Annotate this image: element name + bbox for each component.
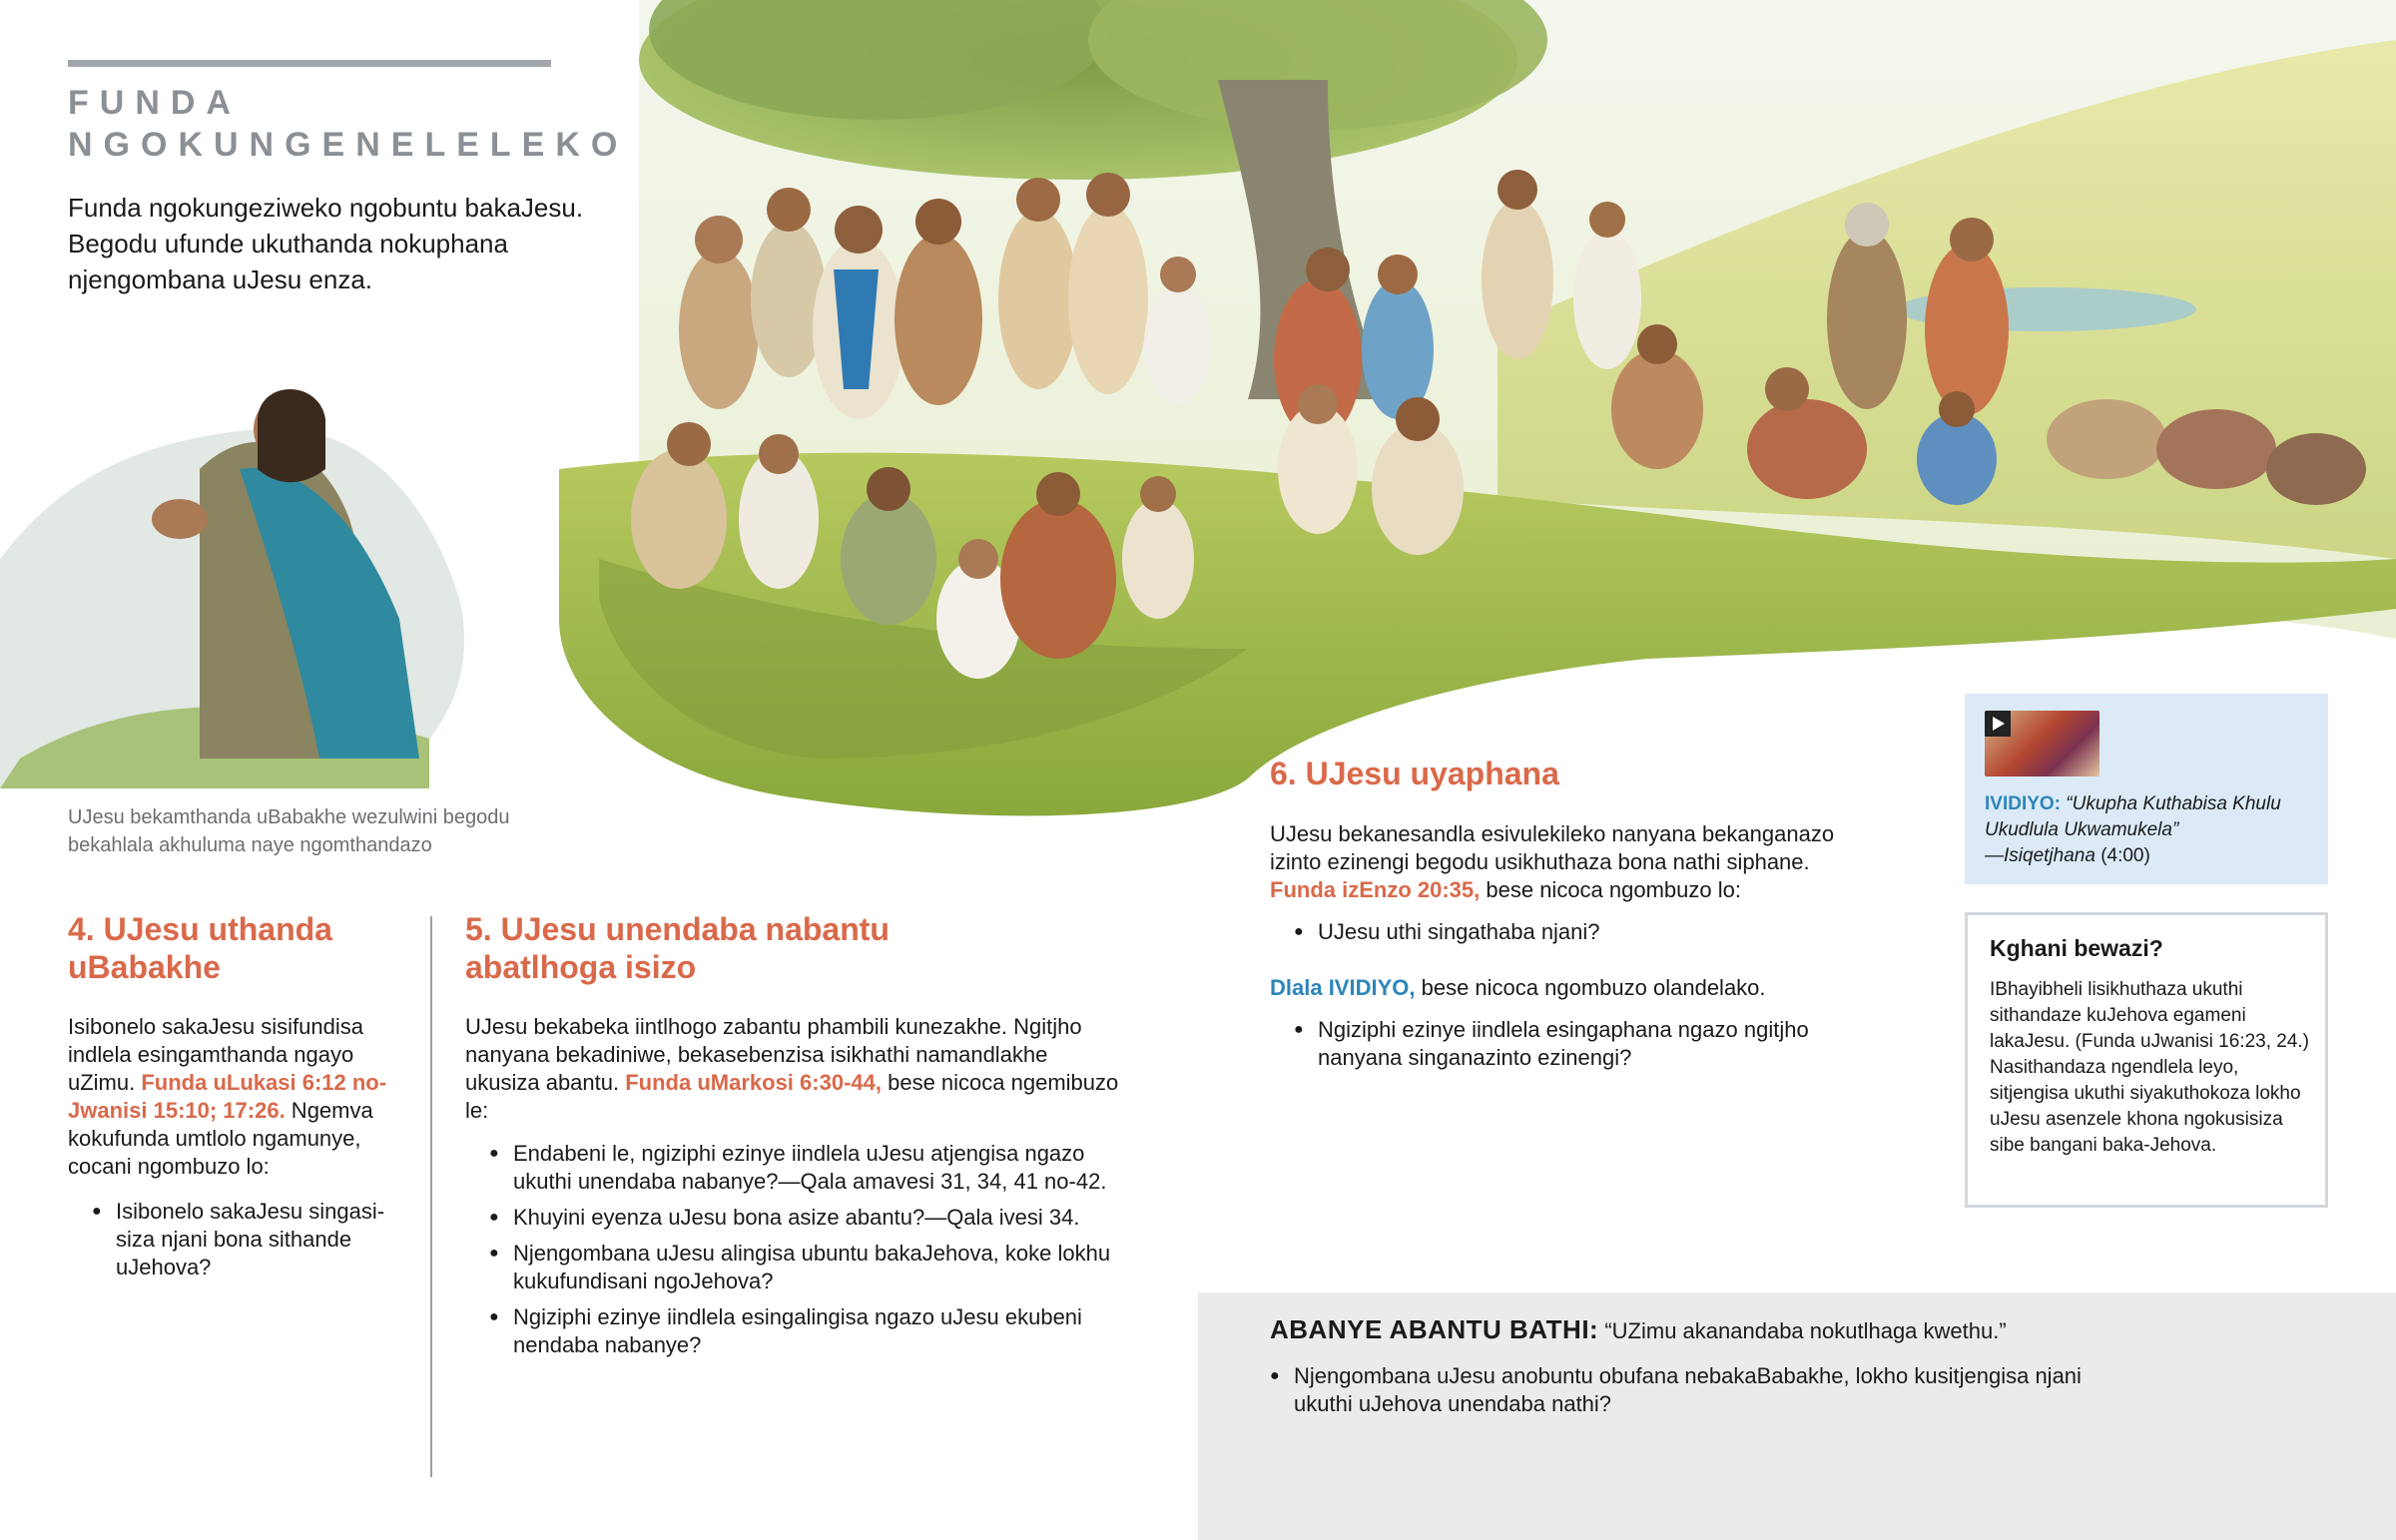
section-6-video-instruction	[1270, 974, 1889, 1002]
list-item: ● Njengombana uJesu anobuntu obufana nebakaBabakhe, lokho kusitjengisa njani ukuthi uJehova unendaba nathi?	[1246, 1362, 2124, 1418]
section-4-body	[68, 1013, 407, 1181]
list-item: ● Khuyini eyenza uJesu bona asize abantu?—Qala ivesi 34.	[465, 1204, 1114, 1232]
did-you-know-text: IBhayibheli lisikhuthaza ukuthi sithandaze kuJehova egameni lakaJesu. (Funda uJwanisi 16:23, 24.) Nasithandaza ngendlela leyo, sitjengisa ukuthi siyakuthokoza lokho uJesu asenzele khona ngokusisiza sibe bangani baka-Jehova.	[1990, 979, 2310, 1156]
section-6-title: 6. UJesu uyaphana	[1270, 756, 1559, 791]
some-people-say-heading	[1270, 1314, 2268, 1346]
intro-text: Funda ngokungeziweko ngobuntu bakaJesu. Begodu ufunde ukuthanda nokuphana njengombana uJesu enza.	[68, 193, 584, 294]
some-people-say-questions	[1246, 1362, 2124, 1426]
video-label: IVIDIYO:	[1985, 793, 2062, 814]
section-6-body-start: UJesu bekanesandla esivulekileko nanyana bekanganazo izinto ezinengi begodu usikhuthaza bona nathi siphane.	[1270, 821, 1835, 874]
video-source: —Isiqetjhana	[1985, 845, 2096, 866]
section-4-title: 4. UJesu uthanda uBabakhe	[68, 911, 332, 985]
video-duration: (4:00)	[2100, 845, 2150, 866]
section-5-body-start: UJesu bekabeka iintlhogo zabantu phambili kunezakhe. Ngitjho nanyana bekadiniwe, bekasebenzisa isikhathi namandlakhe ukusiza abantu.	[465, 1014, 1082, 1095]
section-6-question-1	[1270, 918, 1869, 954]
page-title-line1: FUNDA	[68, 84, 242, 122]
video-thumbnail[interactable]	[1985, 711, 2099, 776]
section-5-title: 5. UJesu unendaba nabantu abatlhoga isizo	[465, 911, 890, 985]
section-4-questions	[68, 1198, 417, 1289]
list-item: ● Njengombana uJesu alingisa ubuntu bakaJehova, koke lokhu kukufundisani ngoJehova?	[465, 1240, 1114, 1295]
video-box	[1965, 694, 2328, 884]
praying-jesus-illustration	[0, 389, 464, 788]
some-people-say-label: ABANYE ABANTU BATHI:	[1270, 1314, 1599, 1344]
illustration-caption: UJesu bekamthanda uBabakhe wezulwini begodu bekahlala akhuluma naye ngomthandazo	[68, 806, 510, 856]
section-5-questions	[465, 1140, 1114, 1367]
list-item: ● UJesu uthi singathaba njani?	[1270, 918, 1869, 946]
some-people-say-box	[1198, 1292, 2396, 1540]
play-icon[interactable]	[1985, 711, 2011, 737]
section-4-body-end: Ngemva kokufunda umtlolo ngamunye, cocani ngombuzo lo:	[68, 1098, 373, 1179]
section-4-scripture-link[interactable]: Funda uLukasi 6:12 no-Jwanisi 15:10; 17:26.	[68, 1070, 387, 1123]
list-item: ● Ngiziphi ezinye iindlela esingalingisa ngazo uJesu ekubeni nendaba nabanye?	[465, 1303, 1114, 1359]
section-5-scripture-link[interactable]: Funda uMarkosi 6:30-44,	[625, 1070, 882, 1095]
list-item: ● Isibonelo sakaJesu singasi-siza njani bona sithande uJehova?	[68, 1198, 417, 1282]
did-you-know-box	[1965, 912, 2328, 1208]
page-title	[68, 82, 627, 166]
some-people-say-quote: “UZimu akanandaba nokutlhaga kwethu.”	[1604, 1318, 2007, 1343]
video-description	[1985, 791, 2314, 869]
section-6-question-2	[1270, 1016, 1869, 1080]
video-title[interactable]: “Ukupha Kuthabisa Khulu Ukudlula Ukwamukela”	[1985, 793, 2281, 840]
list-item: ● Endabeni le, ngiziphi ezinye iindlela uJesu atjengisa ngazo ukuthi unendaba nabanye?—Qala amavesi 31, 34, 41 no-42.	[465, 1140, 1114, 1196]
section-6-body-end: bese nicoca ngombuzo lo:	[1480, 877, 1741, 902]
section-5-body	[465, 1013, 1124, 1125]
header-rule	[68, 60, 551, 67]
page-title-line2: NGOKUNGENELELEKO	[68, 126, 629, 164]
section-4-body-start: Isibonelo sakaJesu sisifundisa indlela esingamthanda ngayo uZimu.	[68, 1014, 363, 1095]
section-6-body	[1270, 820, 1869, 904]
section-5-body-end: bese nicoca ngemibuzo le:	[465, 1070, 1119, 1123]
list-item: ● Ngiziphi ezinye iindlela esingaphana ngazo ngitjho nanyana singanazinto ezinengi?	[1270, 1016, 1869, 1072]
section-6-video-instruction-text: bese nicoca ngombuzo olandelako.	[1415, 975, 1766, 1000]
did-you-know-title: Kghani bewazi?	[1990, 935, 2163, 961]
section-6-scripture-link[interactable]: Funda izEnzo 20:35,	[1270, 877, 1481, 902]
column-divider	[430, 916, 432, 1477]
play-video-link[interactable]: Dlala IVIDIYO,	[1270, 975, 1416, 1000]
